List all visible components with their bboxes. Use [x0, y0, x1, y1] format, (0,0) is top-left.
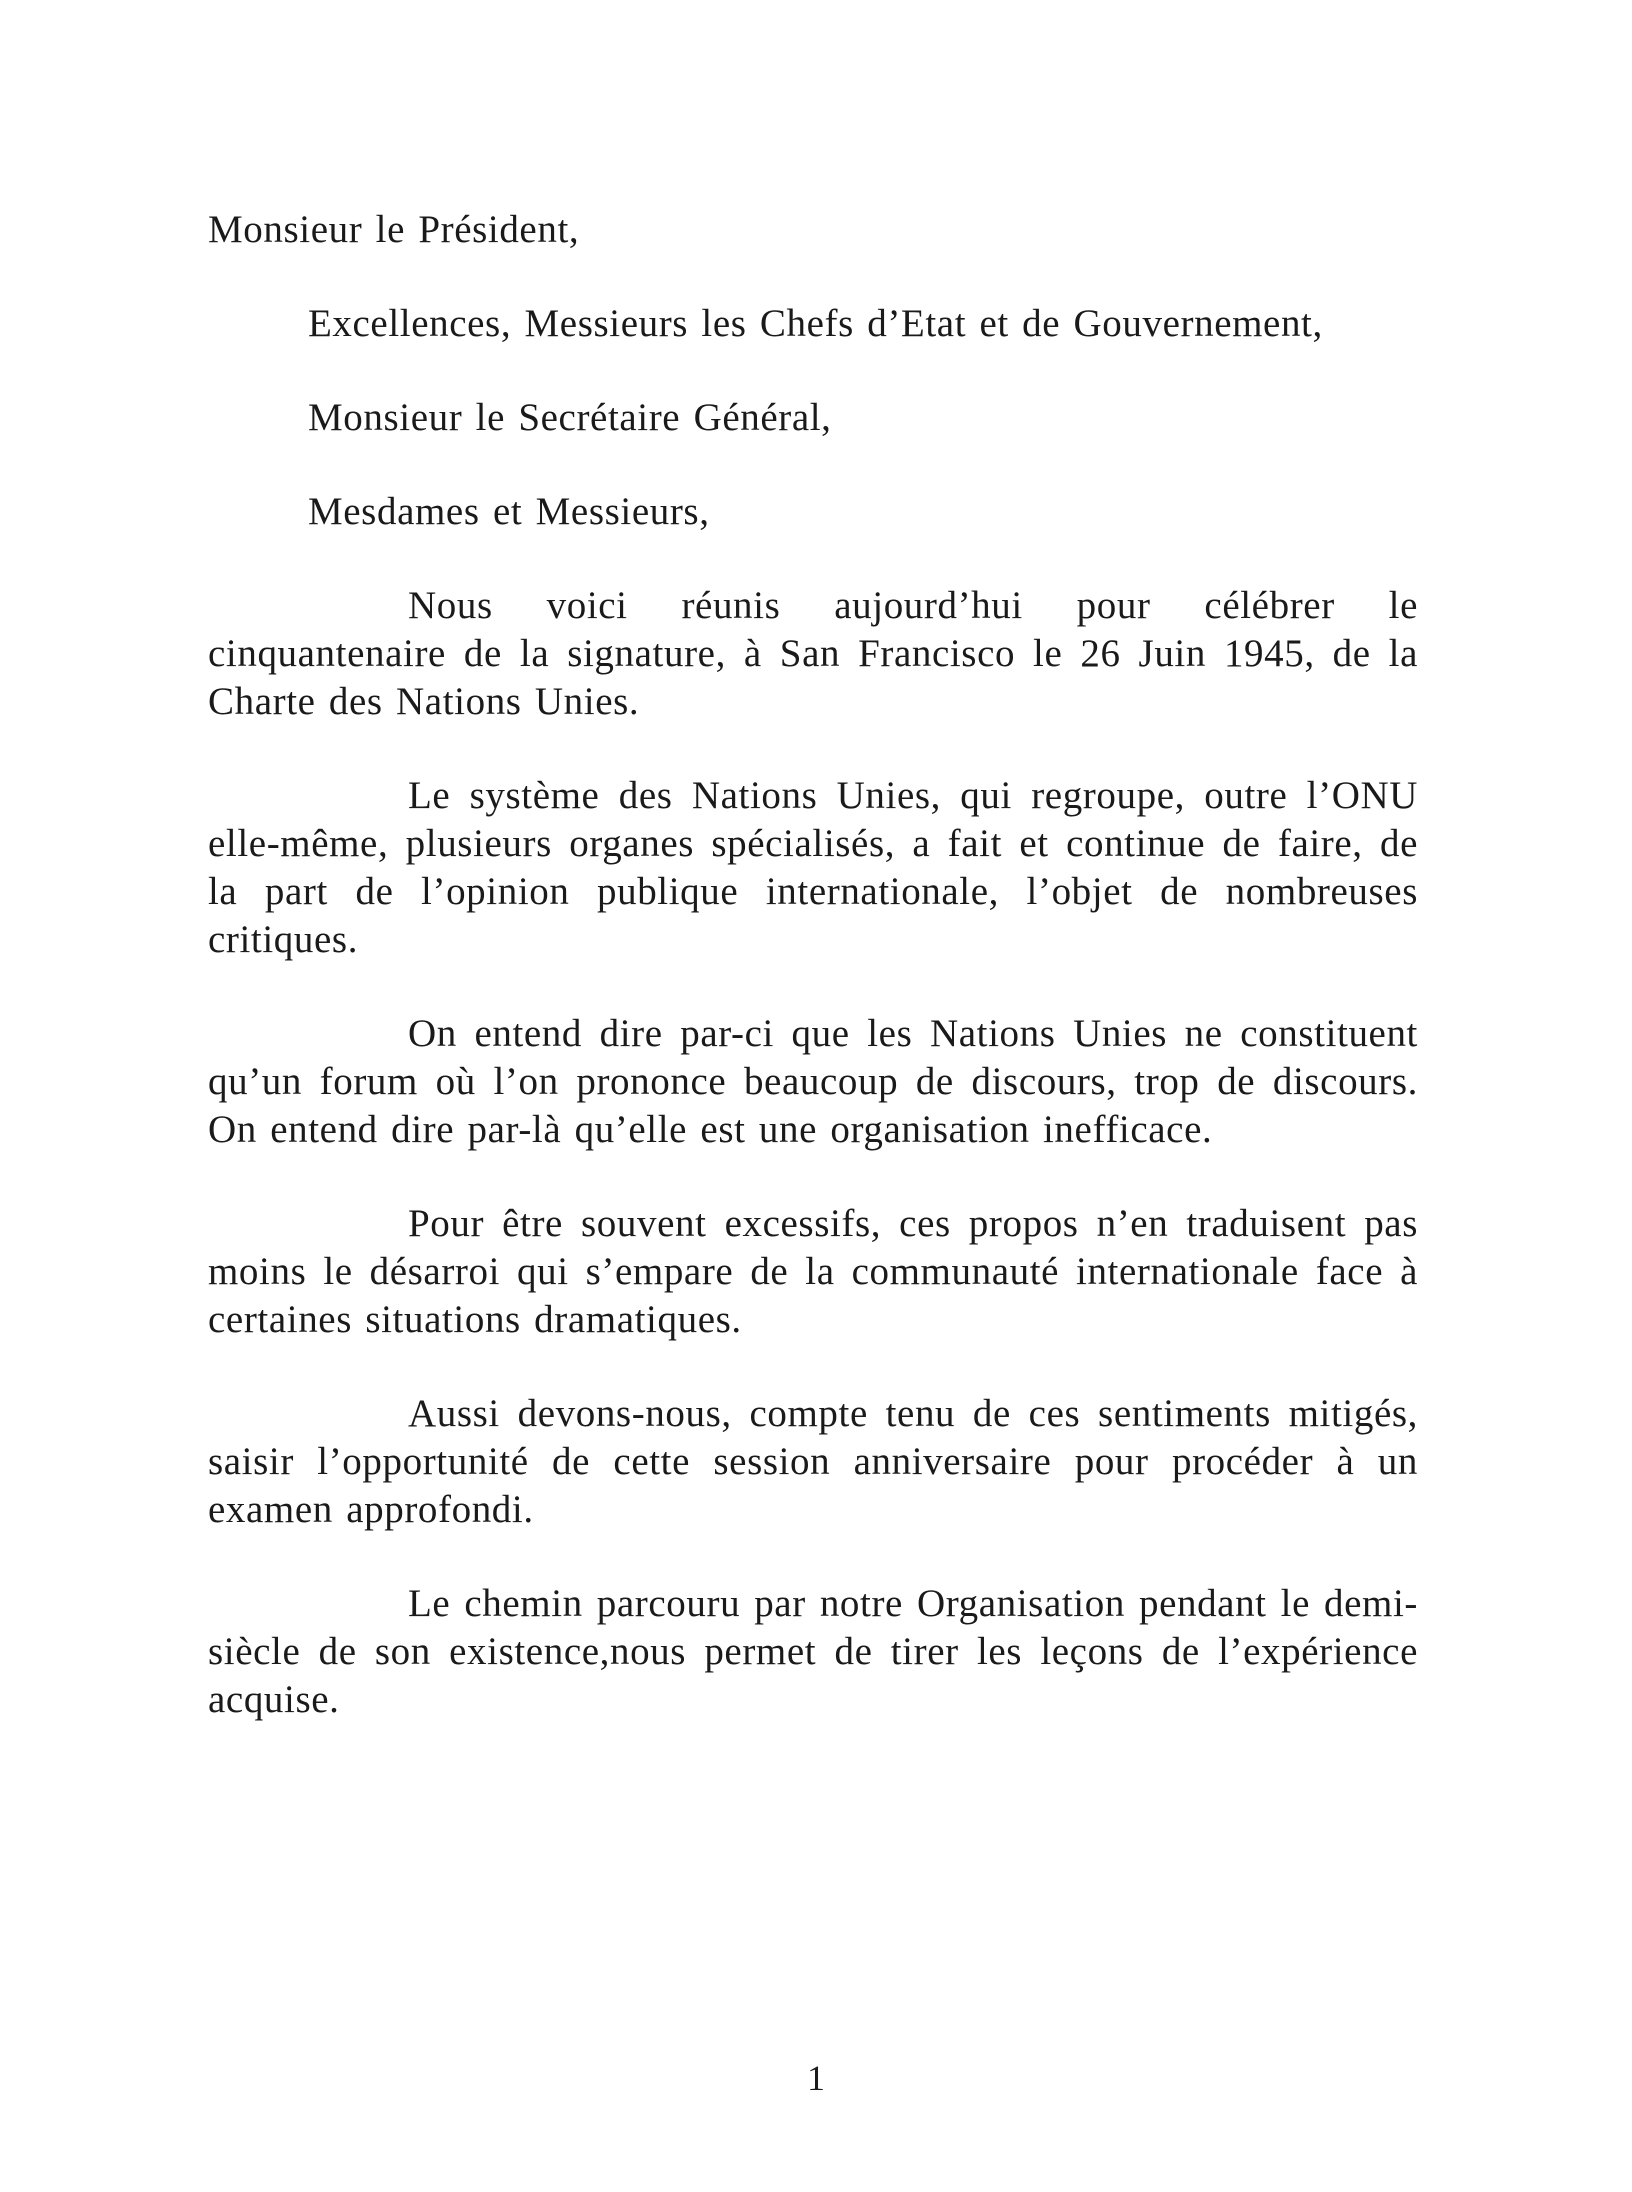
paragraph-3: On entend dire par-ci que les Nations Unies ne constituent qu’un forum où l’on prononce beaucoup de discours, trop de discours. On entend dire par-là qu’elle est une organisation inefficace. [208, 1012, 1418, 1151]
paragraph-6: Le chemin parcouru par notre Organisation pendant le demi-siècle de son existence,nous permet de tirer les leçons de l’expérience acquise. [208, 1582, 1418, 1721]
page-number: 1 [807, 2058, 825, 2098]
salutation-president: Monsieur le Président, [208, 208, 580, 251]
letter-body [208, 206, 1418, 1724]
paragraph-1: Nous voici réunis aujourd’hui pour célébrer le cinquantenaire de la signature, à San Francisco le 26 Juin 1945, de la Charte des Nations Unies. [208, 584, 1418, 723]
salutation-heads-of-state: Excellences, Messieurs les Chefs d’Etat et de Gouvernement, [308, 302, 1323, 345]
paragraph-2: Le système des Nations Unies, qui regroupe, outre l’ONU elle-même, plusieurs organes spécialisés, a fait et continue de faire, de la part de l’opinion publique internationale, l’objet de nombreuses critiques. [208, 774, 1418, 961]
salutation-ladies-gentlemen: Mesdames et Messieurs, [308, 490, 710, 533]
paragraph-4: Pour être souvent excessifs, ces propos n’en traduisent pas moins le désarroi qui s’empare de la communauté internationale face à certaines situations dramatiques. [208, 1202, 1418, 1341]
paragraph-5: Aussi devons-nous, compte tenu de ces sentiments mitigés, saisir l’opportunité de cette session anniversaire pour procéder à un examen approfondi. [208, 1392, 1418, 1531]
salutation-secretary-general: Monsieur le Secrétaire Général, [308, 396, 832, 439]
